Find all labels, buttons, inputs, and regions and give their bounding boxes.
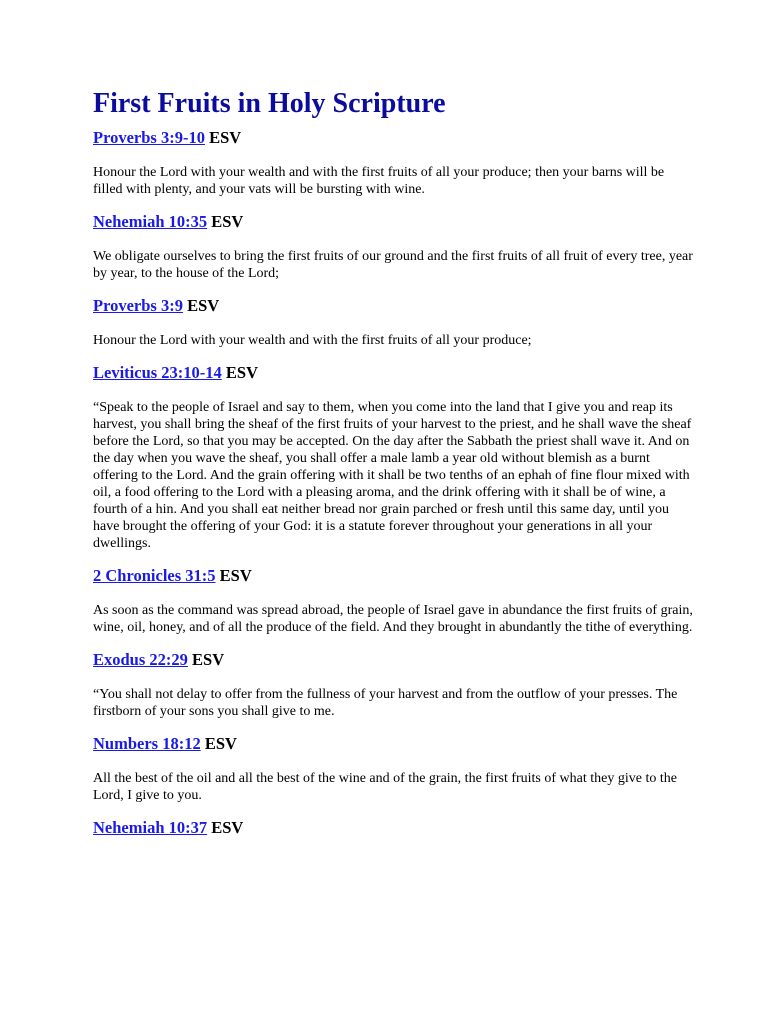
page-title: First Fruits in Holy Scripture [93, 88, 446, 119]
passage-text: Honour the Lord with your wealth and with the first fruits of all your produce; then your barns will be filled with plenty, and your vats will be bursting with wine. [93, 165, 665, 197]
reference-link[interactable]: Exodus 22:29 [93, 650, 188, 669]
reference-link[interactable]: Nehemiah 10:37 [93, 818, 208, 837]
reference-heading [93, 363, 693, 383]
scripture-entry [93, 212, 693, 282]
passage-text: We obligate ourselves to bring the first fruits of our ground and the first fruits of all fruit of every tree, year by year, to the house of the Lord; [93, 249, 693, 281]
scripture-entry [93, 818, 693, 838]
reference-link[interactable]: Proverbs 3:9 [93, 296, 183, 315]
document-page [93, 84, 693, 838]
reference-link[interactable]: Nehemiah 10:35 [93, 212, 208, 231]
reference-link[interactable]: Numbers 18:12 [93, 734, 201, 753]
reference-link[interactable]: Leviticus 23:10-14 [93, 363, 222, 382]
passage-text: “You shall not delay to offer from the fullness of your harvest and from the outflow of your presses. The firstborn of your sons you shall give to me. [93, 687, 678, 719]
reference-heading [93, 296, 693, 316]
passage-text: As soon as the command was spread abroad, the people of Israel gave in abundance the first fruits of grain, wine, oil, honey, and of all the produce of the field. And they brought in abundantly the tithe of everything. [93, 603, 693, 635]
version-label: ESV [211, 212, 244, 231]
version-label: ESV [187, 296, 220, 315]
reference-link[interactable]: Proverbs 3:9-10 [93, 128, 205, 147]
scripture-entry [93, 650, 693, 720]
reference-heading [93, 734, 693, 754]
reference-link[interactable]: 2 Chronicles 31:5 [93, 566, 216, 585]
version-label: ESV [225, 363, 259, 382]
passage-text: All the best of the oil and all the best of the wine and of the grain, the first fruits of what they give to the Lord, I give to you. [93, 771, 677, 803]
scripture-entry [93, 363, 693, 552]
version-label: ESV [211, 818, 244, 837]
reference-heading [93, 212, 693, 232]
version-label: ESV [209, 128, 242, 147]
scripture-entry [93, 734, 693, 804]
scripture-entry [93, 566, 693, 636]
version-label: ESV [192, 650, 225, 669]
reference-heading [93, 650, 693, 670]
scripture-entry [93, 128, 693, 198]
passage-text: Honour the Lord with your wealth and with the first fruits of all your produce; [93, 333, 532, 348]
reference-heading [93, 128, 693, 148]
version-label: ESV [204, 734, 237, 753]
scripture-entry [93, 296, 693, 349]
reference-heading [93, 566, 693, 586]
reference-heading [93, 818, 693, 838]
passage-text: “Speak to the people of Israel and say to them, when you come into the land that I give you and reap its harvest, you shall bring the sheaf of the first fruits of your harvest to the priest, and he shall wave the sheaf before the Lord, so that you may be accepted. On the day after the Sabbath the priest shall wave it. And on the day when you wave the sheaf, you shall offer a male lamb a year old without blemish as a burnt offering to the Lord. And the grain offering with it shall be two tenths of an ephah of fine flour mixed with oil, a food offering to the Lord with a pleasing aroma, and the drink offering with it shall be of wine, a fourth of a hin. And you shall eat neither bread nor grain parched or fresh until this same day, until you have brought the offering of your God: it is a statute forever throughout your generations in all your dwellings. [93, 400, 692, 551]
version-label: ESV [219, 566, 252, 585]
